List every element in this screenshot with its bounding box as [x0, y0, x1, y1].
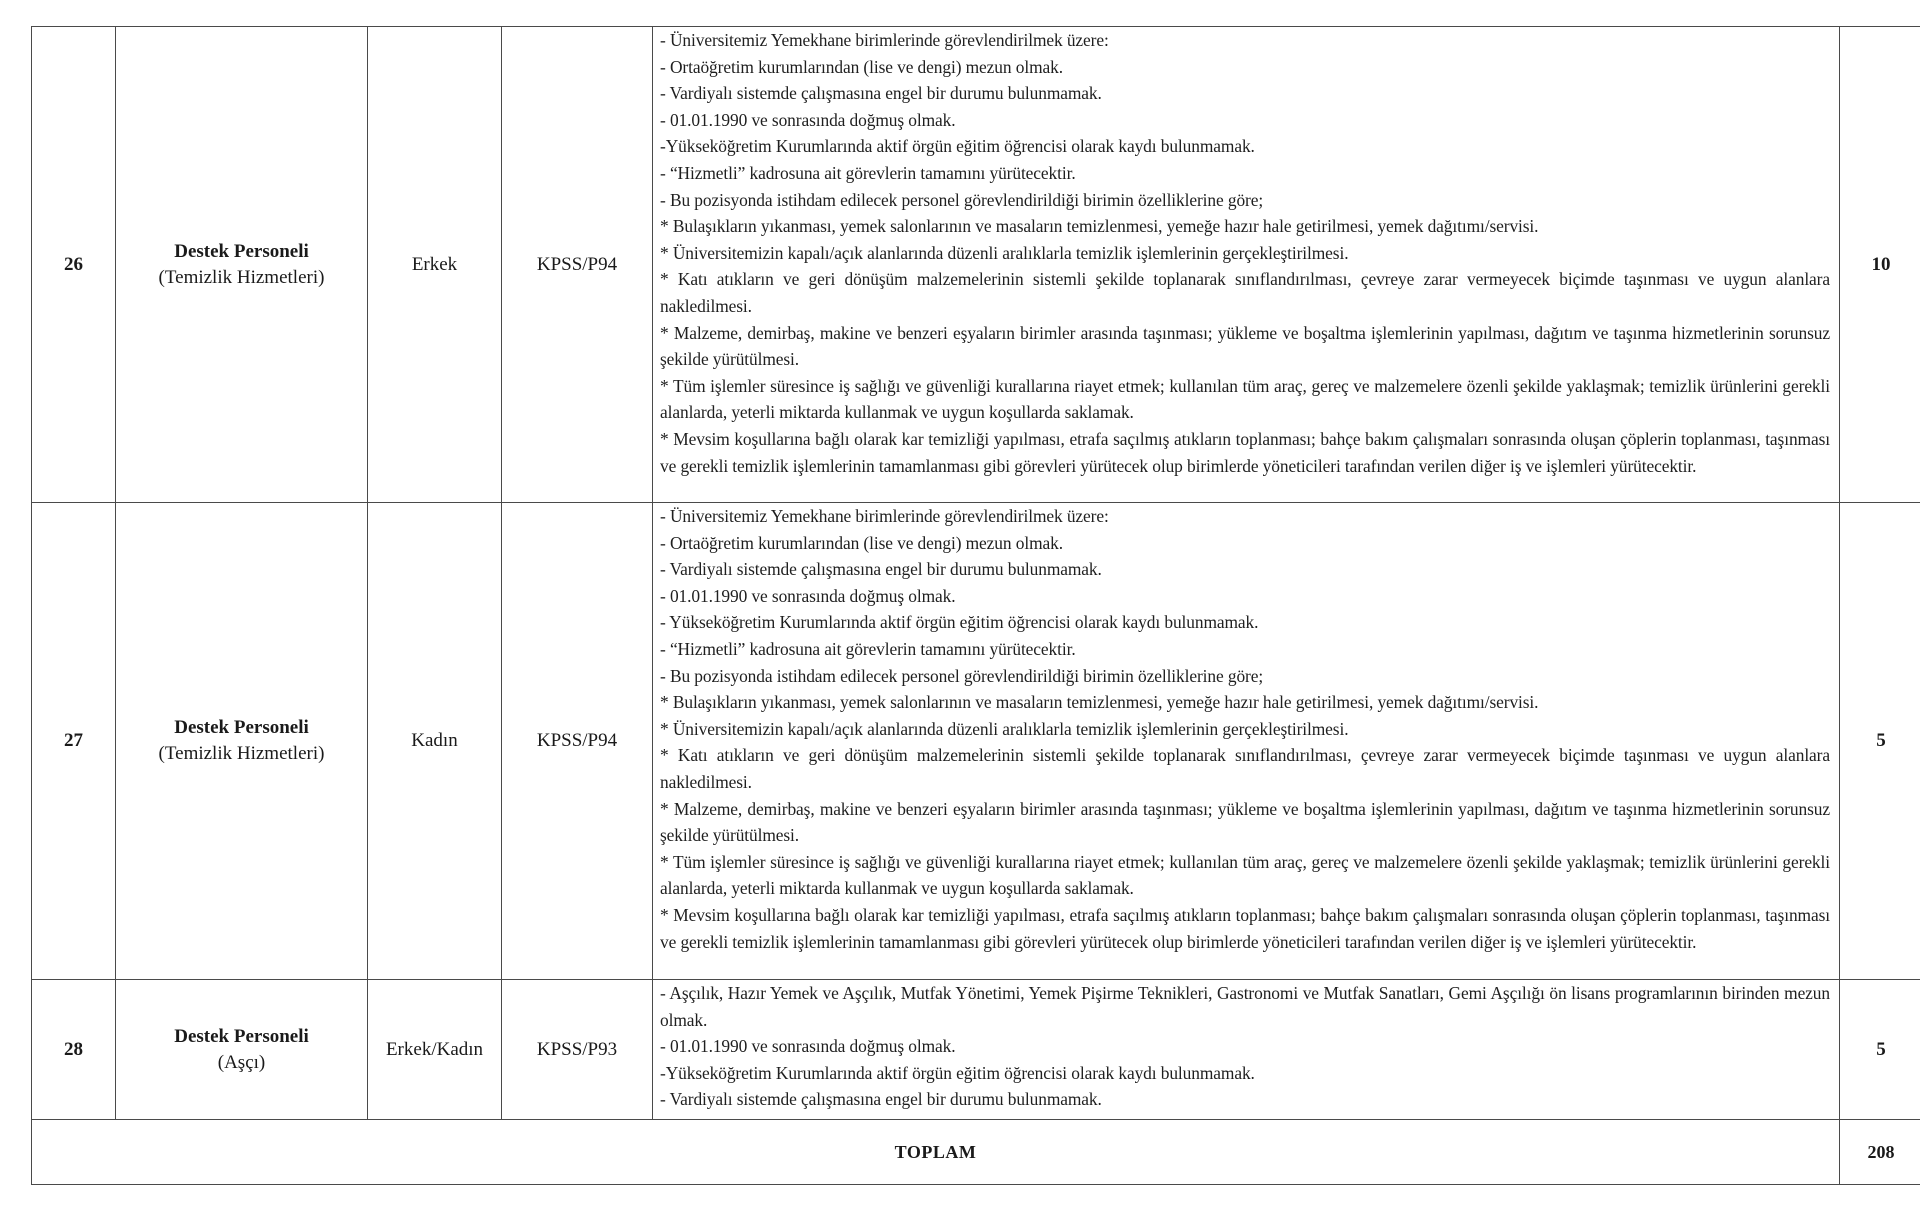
count-cell: 10 [1840, 27, 1920, 503]
requirement-line: * Üniversitemizin kapalı/açık alanlarında düzenli aralıklarla temizlik işlemlerinin gerçekleştirilmesi. [660, 718, 1349, 739]
row-number: 27 [32, 503, 116, 980]
requirement-line: - Aşçılık, Hazır Yemek ve Aşçılık, Mutfak Yönetimi, Yemek Pişirme Teknikleri, Gastronomi ve Mutfak Sanatları, Gemi Aşçılığı ön lisans programlarının birinden mezun olmak. [660, 983, 1830, 1030]
requirement-line: - Ortaöğretim kurumlarından (lise ve dengi) mezun olmak. [660, 532, 1063, 553]
requirements-cell [653, 503, 1840, 980]
table-row [32, 980, 1920, 1120]
table-row [32, 503, 1920, 980]
requirement-line: - Bu pozisyonda istihdam edilecek personel görevlendirildiği birimin özelliklerine göre; [660, 665, 1264, 686]
requirement-line: * Malzeme, demirbaş, makine ve benzeri eşyaların birimler arasında taşınması; yükleme ve boşaltma işlemlerinin yapılması, dağıtım ve taşınma hizmetlerinin sorunsuz şekilde yürütülmesi. [660, 798, 1830, 846]
row-number: 28 [32, 980, 116, 1120]
requirements-cell [653, 980, 1840, 1120]
requirement-line: * Mevsim koşullarına bağlı olarak kar temizliği yapılması, etrafa saçılmış atıkların toplanması; bahçe bakım çalışmaları sonrasında oluşan çöplerin toplanması, taşınması ve gerekli temizlik işlemlerinin tamamlanması gibi görevleri yürütecek olup birimlerde yöneticileri tarafından verilen diğer iş ve işlemleri yürütecektir. [660, 428, 1830, 476]
positions-table [31, 26, 1920, 1185]
position-title: Destek Personeli [174, 1025, 309, 1047]
total-row [32, 1120, 1920, 1185]
requirement-line: - Vardiyalı sistemde çalışmasına engel bir durumu bulunmamak. [660, 559, 1102, 580]
requirement-line: - Üniversitemiz Yemekhane birimlerinde görevlendirilmek üzere: [660, 30, 1109, 50]
requirement-line: * Üniversitemizin kapalı/açık alanlarında düzenli aralıklarla temizlik işlemlerinin gerçekleştirilmesi. [660, 242, 1349, 263]
requirement-line: - Bu pozisyonda istihdam edilecek personel görevlendirildiği birimin özelliklerine göre; [660, 189, 1264, 210]
kpss-cell: KPSS/P94 [502, 27, 653, 503]
count-cell: 5 [1840, 503, 1920, 980]
requirement-line: - 01.01.1990 ve sonrasında doğmuş olmak. [660, 585, 956, 606]
position-cell [116, 27, 368, 503]
requirement-line: - Vardiyalı sistemde çalışmasına engel bir durumu bulunmamak. [660, 83, 1102, 104]
requirement-line: - Yükseköğretim Kurumlarında aktif örgün eğitim öğrencisi olarak kaydı bulunmamak. [660, 612, 1259, 633]
requirement-line: * Bulaşıkların yıkanması, yemek salonlarının ve masaların temizlenmesi, yemeğe hazır hale getirilmesi, yemek dağıtımı/servisi. [660, 216, 1539, 237]
kpss-cell: KPSS/P93 [502, 980, 653, 1120]
table-row [32, 27, 1920, 503]
requirement-line: -Yükseköğretim Kurumlarında aktif örgün eğitim öğrencisi olarak kaydı bulunmamak. [660, 136, 1255, 157]
requirement-line: - Vardiyalı sistemde çalışmasına engel bir durumu bulunmamak. [660, 1089, 1102, 1110]
gender-cell: Erkek [368, 27, 502, 503]
position-subtitle: (Temizlik Hizmetleri) [158, 743, 325, 764]
requirement-line: -Yükseköğretim Kurumlarında aktif örgün eğitim öğrencisi olarak kaydı bulunmamak. [660, 1062, 1255, 1083]
position-title: Destek Personeli [174, 717, 309, 738]
position-subtitle: (Temizlik Hizmetleri) [158, 266, 325, 288]
requirements-cell [653, 27, 1840, 503]
requirement-line: - 01.01.1990 ve sonrasında doğmuş olmak. [660, 1036, 956, 1057]
requirement-line: * Bulaşıkların yıkanması, yemek salonlarının ve masaların temizlenmesi, yemeğe hazır hale getirilmesi, yemek dağıtımı/servisi. [660, 692, 1539, 713]
requirement-line: * Mevsim koşullarına bağlı olarak kar temizliği yapılması, etrafa saçılmış atıkların toplanması; bahçe bakım çalışmaları sonrasında oluşan çöplerin toplanması, taşınması ve gerekli temizlik işlemlerinin tamamlanması gibi görevleri yürütecek olup birimlerde yöneticileri tarafından verilen diğer iş ve işlemleri yürütecektir. [660, 904, 1830, 952]
requirement-line: - 01.01.1990 ve sonrasında doğmuş olmak. [660, 109, 956, 130]
requirement-line: * Tüm işlemler süresince iş sağlığı ve güvenliği kurallarına riayet etmek; kullanılan tüm araç, gereç ve malzemelere özenli şekilde yaklaşmak; temizlik ürünlerini gerekli alanlarda, yeterli miktarda kullanmak ve uygun koşullarda saklamak. [660, 375, 1830, 423]
requirement-line: - Üniversitemiz Yemekhane birimlerinde görevlendirilmek üzere: [660, 506, 1109, 526]
requirement-line: * Katı atıkların ve geri dönüşüm malzemelerinin sistemli şekilde toplanarak sınıflandırılması, çevreye zarar vermeyecek biçimde taşınması ve uygun alanlara nakledilmesi. [660, 269, 1830, 316]
total-value: 208 [1840, 1120, 1920, 1185]
position-cell [116, 503, 368, 980]
requirement-line: - “Hizmetli” kadrosuna ait görevlerin tamamını yürütecektir. [660, 638, 1076, 659]
requirement-line: * Tüm işlemler süresince iş sağlığı ve güvenliği kurallarına riayet etmek; kullanılan tüm araç, gereç ve malzemelere özenli şekilde yaklaşmak; temizlik ürünlerini gerekli alanlarda, yeterli miktarda kullanmak ve uygun koşullarda saklamak. [660, 851, 1830, 899]
count-cell: 5 [1840, 980, 1920, 1120]
position-subtitle: (Aşçı) [217, 1051, 266, 1073]
requirement-line: - Ortaöğretim kurumlarından (lise ve dengi) mezun olmak. [660, 56, 1063, 77]
position-cell [116, 980, 368, 1120]
gender-cell: Kadın [368, 503, 502, 980]
requirement-line: - “Hizmetli” kadrosuna ait görevlerin tamamını yürütecektir. [660, 162, 1076, 183]
kpss-cell: KPSS/P94 [502, 503, 653, 980]
gender-cell: Erkek/Kadın [368, 980, 502, 1120]
total-label: TOPLAM [32, 1120, 1840, 1185]
row-number: 26 [32, 27, 116, 503]
requirement-line: * Malzeme, demirbaş, makine ve benzeri eşyaların birimler arasında taşınması; yükleme ve boşaltma işlemlerinin yapılması, dağıtım ve taşınma hizmetlerinin sorunsuz şekilde yürütülmesi. [660, 322, 1830, 370]
position-title: Destek Personeli [174, 240, 309, 262]
requirement-line: * Katı atıkların ve geri dönüşüm malzemelerinin sistemli şekilde toplanarak sınıflandırılması, çevreye zarar vermeyecek biçimde taşınması ve uygun alanlara nakledilmesi. [660, 745, 1830, 792]
